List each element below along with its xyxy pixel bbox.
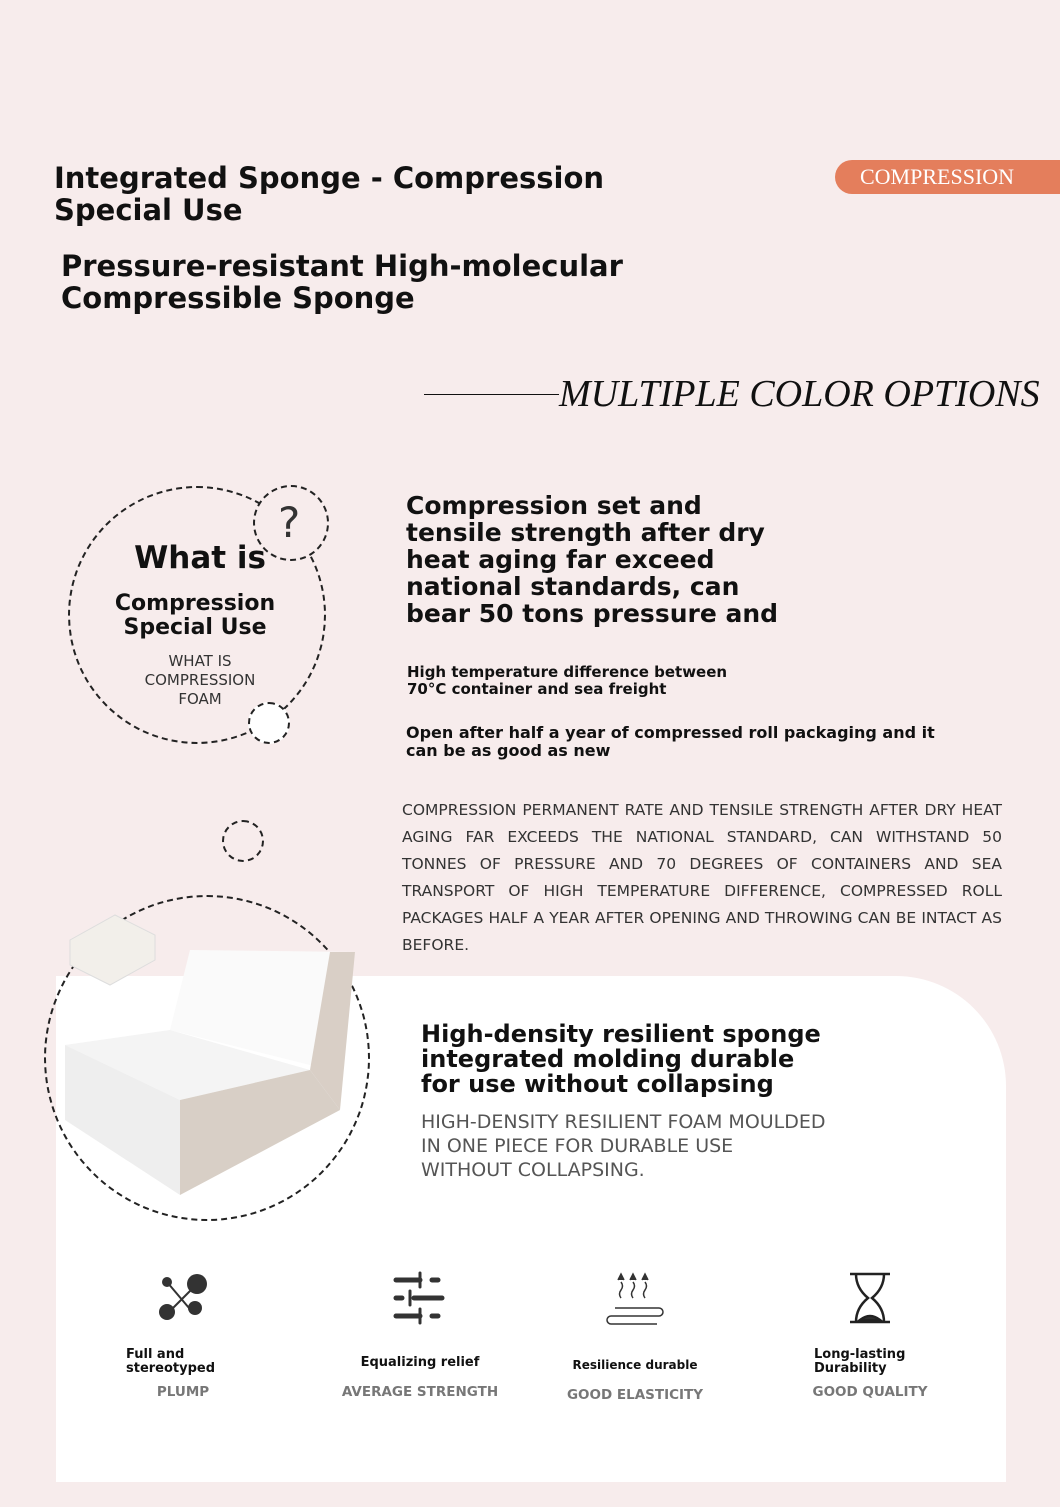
line: WHAT IS <box>168 652 232 670</box>
color-options-text: MULTIPLE COLOR OPTIONS <box>559 373 1040 415</box>
density-subtitle <box>421 1110 881 1182</box>
claim-paragraph: COMPRESSION PERMANENT RATE AND TENSILE STRENGTH AFTER DRY HEAT AGING FAR EXCEEDS THE NATIONAL STANDARD, CAN WITHSTAND 50 TONNES OF PRESSURE AND 70 DEGREES OF CONTAINERS AND SEA TRANSPORT OF HIGH TEMPERATURE DIFFERENCE, COMPRESSED ROLL PACKAGES HALF A YEAR AFTER OPENING AND THROWING CAN BE INTACT AS BEFORE. <box>402 801 1002 954</box>
heat-rising-icon <box>603 1270 667 1326</box>
feature-sub: PLUMP <box>156 1384 210 1400</box>
what-is-title: What is <box>134 540 266 576</box>
feature-quality <box>770 1270 970 1400</box>
feature-elasticity <box>535 1270 735 1403</box>
subtitle-line: Compressible Sponge <box>61 281 415 315</box>
what-is-caption <box>120 652 280 709</box>
what-is-subtitle <box>95 592 295 640</box>
sliders-icon <box>390 1270 450 1326</box>
line: integrated molding durable <box>421 1045 795 1073</box>
line: FOAM <box>178 690 222 708</box>
line: Full and <box>126 1347 185 1362</box>
compression-badge: COMPRESSION <box>835 160 1060 194</box>
line: for use without collapsing <box>421 1070 774 1098</box>
line: IN ONE PIECE FOR DURABLE USE <box>421 1135 734 1157</box>
line: Durability <box>814 1361 887 1376</box>
claim-point: High temperature difference between 70°C container and sea freight <box>407 663 728 698</box>
line: High-density resilient sponge <box>421 1020 821 1048</box>
page-subtitle <box>61 250 623 314</box>
title-line: Integrated Sponge - Compression <box>54 161 605 195</box>
feature-plump <box>83 1270 283 1400</box>
line: Long-lasting <box>814 1347 906 1362</box>
density-heading <box>421 1022 841 1097</box>
feature-sub: AVERAGE STRENGTH <box>341 1384 499 1400</box>
page-title <box>54 162 604 226</box>
subtitle-line: Pressure-resistant High-molecular <box>61 249 623 283</box>
feature-strength <box>320 1270 520 1400</box>
line: WITHOUT COLLAPSING. <box>421 1159 645 1181</box>
sofa-product-image <box>60 910 370 1200</box>
claim-point: Open after half a year of compressed roll packaging and it can be as good as new <box>406 723 935 760</box>
main-claim: Compression set and tensile strength after dry heat aging far exceed national standards, can bear 50 tons pressure and <box>406 491 779 628</box>
feature-label: Equalizing relief <box>360 1355 480 1370</box>
hourglass-icon <box>840 1270 900 1326</box>
feature-sub: GOOD ELASTICITY <box>566 1387 704 1403</box>
feature-label: Resilience durable <box>572 1358 698 1372</box>
line: Compression <box>114 591 276 616</box>
color-options-heading <box>424 372 1040 416</box>
feature-sub: GOOD QUALITY <box>812 1384 928 1400</box>
small-bubble <box>222 820 264 862</box>
line: Special Use <box>123 615 267 640</box>
molecule-icon <box>153 1270 213 1326</box>
divider-line <box>424 394 559 395</box>
feature-label <box>126 1348 215 1376</box>
feature-label <box>814 1348 905 1376</box>
line: COMPRESSION <box>144 671 256 689</box>
title-line: Special Use <box>54 193 243 227</box>
line: stereotyped <box>126 1361 216 1376</box>
question-mark-icon: ? <box>278 498 301 547</box>
line: HIGH-DENSITY RESILIENT FOAM MOULDED <box>421 1111 826 1133</box>
